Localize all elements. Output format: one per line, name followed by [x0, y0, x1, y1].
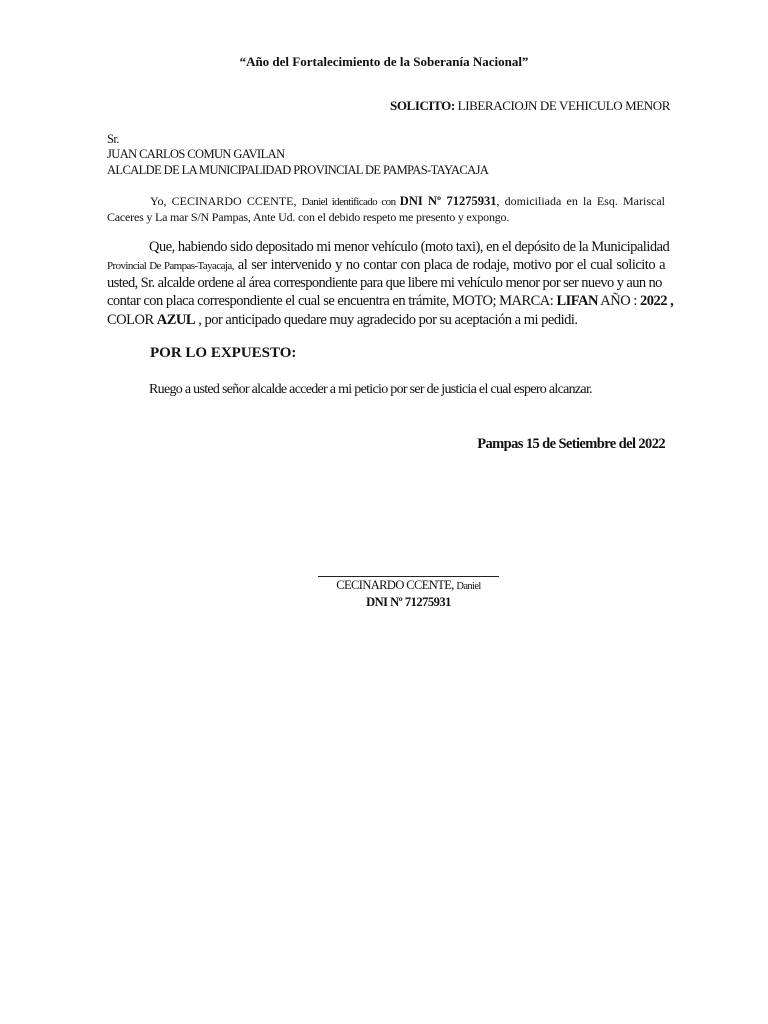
addressee-position: ALCALDE DE LA MUNICIPALIDAD PROVINCIAL DE PAMPAS-TAYACAJA: [107, 163, 489, 177]
intro-name: Yo, CECINARDO CCENTE,: [150, 194, 302, 208]
body-line-1: Que, habiendo sido depositado mi menor vehículo (moto taxi), en el depósito de la Municipalidad: [149, 239, 670, 255]
signature-line: [318, 576, 499, 577]
body-line-4-text: contar con placa correspondiente el cual se encuentra en trámite, MOTO; MARCA:: [107, 293, 557, 309]
signer-name: [318, 578, 499, 593]
signer-given-name: Daniel: [456, 581, 481, 592]
request-text: LIBERACIOJN DE VEHICULO MENOR: [454, 98, 671, 113]
vehicle-brand: LIFAN: [556, 293, 598, 309]
color-label: COLOR: [107, 312, 157, 328]
vehicle-color: AZUL: [156, 312, 196, 328]
signer-dni: DNI Nº 71275931: [366, 595, 451, 609]
salutation: Sr.: [107, 132, 119, 146]
province-name: Provincial De Pampas-Tayacaja,: [107, 260, 234, 272]
section-heading: POR LO EXPUESTO:: [150, 345, 297, 361]
place-date: Pampas 15 de Setiembre del 2022: [477, 436, 665, 452]
intro-dni: DNI Nº 71275931: [399, 194, 497, 208]
addressee-name: JUAN CARLOS COMUN GAVILAN: [107, 147, 285, 161]
intro-address: , domiciliada en la Esq. Mariscal: [496, 194, 665, 208]
body-line-4: [107, 293, 674, 310]
body-line-3: usted, Sr. alcalde ordene al área correspondiente para que libere mi vehículo menor por ser nuevo y aun no: [107, 275, 662, 291]
intro-line-2: Caceres y La mar S/N Pampas, Ante Ud. con el debido respeto me presento y expongo.: [107, 210, 510, 224]
vehicle-year: 2022 ,: [640, 293, 674, 309]
intro-given-name: Daniel identificado con: [301, 196, 400, 208]
body-line-5-text: , por anticipado quedare muy agradecido por su aceptación a mi pedidi.: [195, 312, 578, 328]
body-line-5: [107, 312, 665, 329]
intro-line-1: [150, 194, 665, 209]
request-label: SOLICITO:: [390, 98, 455, 113]
request-subject: [390, 98, 670, 114]
year-label: AÑO :: [597, 293, 641, 309]
year-motto: “Año del Fortalecimiento de la Soberanía Nacional”: [239, 54, 529, 69]
signer-surname: CECINARDO CCENTE,: [336, 578, 457, 592]
closing-request: Ruego a usted señor alcalde acceder a mi peticio por ser de justicia el cual espero alcanzar.: [149, 382, 592, 397]
body-line-2: [107, 257, 665, 274]
body-line-2-text: al ser intervenido y no contar con placa de rodaje, motivo por el cual solicito a: [233, 257, 665, 273]
